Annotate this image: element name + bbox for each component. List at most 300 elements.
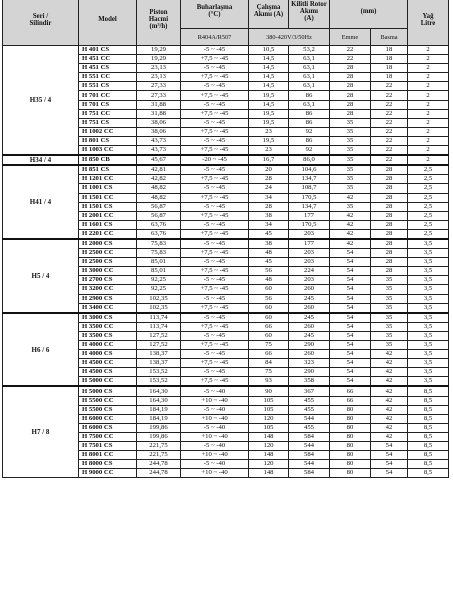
model-cell: H 2900 CS: [79, 294, 137, 303]
lock-cell: 170,5: [289, 220, 330, 229]
current-cell: 105: [249, 405, 289, 414]
volume-cell: 199,86: [137, 423, 181, 432]
suction-cell: 66: [330, 386, 371, 396]
suction-cell: 28: [330, 91, 371, 100]
discharge-cell: 35: [371, 276, 408, 285]
current-cell: 48: [249, 249, 289, 258]
lock-cell: 245: [289, 331, 330, 340]
suction-cell: 35: [330, 127, 371, 136]
lock-cell: 63,1: [289, 55, 330, 64]
suction-cell: 28: [330, 64, 371, 73]
volume-cell: 127,52: [137, 331, 181, 340]
lock-cell: 290: [289, 341, 330, 350]
oil-cell: 3,5: [408, 313, 449, 323]
volume-cell: 56,87: [137, 202, 181, 211]
volume-cell: 153,52: [137, 368, 181, 377]
model-cell: H 401 CS: [79, 46, 137, 55]
oil-cell: 8,5: [408, 423, 449, 432]
temp-cell: +10 ~ -40: [181, 396, 249, 405]
current-cell: 90: [249, 386, 289, 396]
model-cell: H 3400 CC: [79, 303, 137, 313]
discharge-cell: 42: [371, 377, 408, 387]
lock-cell: 177: [289, 211, 330, 220]
discharge-cell: 42: [371, 396, 408, 405]
oil-cell: 2: [408, 100, 449, 109]
temp-cell: -5 ~ -45: [181, 258, 249, 267]
lock-cell: 134,7: [289, 202, 330, 211]
temp-cell: +7,5 ~ -45: [181, 109, 249, 118]
suction-cell: 54: [330, 377, 371, 387]
lock-cell: 260: [289, 350, 330, 359]
current-cell: 28: [249, 202, 289, 211]
lock-cell: 63,1: [289, 64, 330, 73]
current-cell: 75: [249, 368, 289, 377]
suction-cell: 35: [330, 184, 371, 193]
suction-cell: 28: [330, 109, 371, 118]
suction-cell: 54: [330, 322, 371, 331]
suction-cell: 54: [330, 258, 371, 267]
lock-cell: 203: [289, 276, 330, 285]
lock-cell: 63,1: [289, 73, 330, 82]
discharge-cell: 35: [371, 322, 408, 331]
suction-cell: 54: [330, 331, 371, 340]
oil-cell: 3,5: [408, 276, 449, 285]
model-cell: H 1001 CS: [79, 184, 137, 193]
oil-cell: 3,5: [408, 294, 449, 303]
volume-cell: 92,25: [137, 276, 181, 285]
discharge-cell: 22: [371, 82, 408, 91]
lock-cell: 86: [289, 91, 330, 100]
current-cell: 16,7: [249, 155, 289, 165]
oil-cell: 3,5: [408, 285, 449, 294]
temp-cell: +7,5 ~ -45: [181, 229, 249, 239]
lock-cell: 260: [289, 322, 330, 331]
header-lock: Kilitli Rotor Akımı (A): [289, 0, 330, 29]
model-cell: H 7501 CS: [79, 442, 137, 451]
model-cell: H 5500 CS: [79, 405, 137, 414]
suction-cell: 28: [330, 82, 371, 91]
model-cell: H 3500 CC: [79, 322, 137, 331]
discharge-cell: 35: [371, 285, 408, 294]
temp-cell: +7,5 ~ -45: [181, 73, 249, 82]
current-cell: 120: [249, 460, 289, 469]
oil-cell: 3,5: [408, 303, 449, 313]
oil-cell: 2,5: [408, 165, 449, 175]
volume-cell: 138,37: [137, 350, 181, 359]
discharge-cell: 28: [371, 211, 408, 220]
temp-cell: -5 ~ -45: [181, 118, 249, 127]
oil-cell: 2,5: [408, 211, 449, 220]
series-cell: H41 / 4: [3, 165, 79, 239]
model-cell: H 451 CS: [79, 64, 137, 73]
suction-cell: 54: [330, 350, 371, 359]
model-cell: H 751 CS: [79, 118, 137, 127]
discharge-cell: 22: [371, 155, 408, 165]
discharge-cell: 22: [371, 109, 408, 118]
suction-cell: 54: [330, 313, 371, 323]
table-row: [3, 386, 449, 396]
volume-cell: 48,82: [137, 184, 181, 193]
oil-cell: 8,5: [408, 396, 449, 405]
current-cell: 120: [249, 414, 289, 423]
lock-cell: 177: [289, 239, 330, 249]
header-model: Model: [79, 0, 137, 46]
discharge-cell: 42: [371, 386, 408, 396]
volume-cell: 38,06: [137, 127, 181, 136]
volume-cell: 85,01: [137, 258, 181, 267]
current-cell: 105: [249, 423, 289, 432]
discharge-cell: 54: [371, 460, 408, 469]
lock-cell: 53,2: [289, 46, 330, 55]
oil-cell: 2: [408, 55, 449, 64]
oil-cell: 2,5: [408, 175, 449, 184]
series-cell: H7 / 8: [3, 386, 79, 477]
discharge-cell: 42: [371, 432, 408, 441]
volume-cell: 75,83: [137, 239, 181, 249]
oil-cell: 8,5: [408, 469, 449, 478]
temp-cell: -5 ~ -45: [181, 202, 249, 211]
suction-cell: 80: [330, 442, 371, 451]
current-cell: 14,5: [249, 82, 289, 91]
model-cell: H 551 CS: [79, 82, 137, 91]
volume-cell: 48,82: [137, 193, 181, 202]
suction-cell: 28: [330, 73, 371, 82]
lock-cell: 544: [289, 414, 330, 423]
compressor-spec-table: [2, 0, 449, 478]
discharge-cell: 22: [371, 136, 408, 145]
oil-cell: 2,5: [408, 184, 449, 193]
suction-cell: 42: [330, 193, 371, 202]
model-cell: H 701 CS: [79, 100, 137, 109]
current-cell: 34: [249, 193, 289, 202]
temp-cell: +7,5 ~ -45: [181, 146, 249, 156]
current-cell: 105: [249, 396, 289, 405]
oil-cell: 2: [408, 82, 449, 91]
current-cell: 60: [249, 331, 289, 340]
header-suction: Emme: [330, 29, 371, 46]
discharge-cell: 22: [371, 118, 408, 127]
lock-cell: 92: [289, 146, 330, 156]
suction-cell: 54: [330, 267, 371, 276]
suction-cell: 80: [330, 460, 371, 469]
oil-cell: 8,5: [408, 460, 449, 469]
suction-cell: 54: [330, 294, 371, 303]
current-cell: 120: [249, 442, 289, 451]
lock-cell: 203: [289, 249, 330, 258]
current-cell: 60: [249, 313, 289, 323]
model-cell: H 4500 CS: [79, 368, 137, 377]
lock-cell: 86: [289, 118, 330, 127]
current-cell: 23: [249, 146, 289, 156]
volume-cell: 85,01: [137, 267, 181, 276]
oil-cell: 2: [408, 118, 449, 127]
lock-cell: 86: [289, 136, 330, 145]
discharge-cell: 28: [371, 165, 408, 175]
current-cell: 66: [249, 322, 289, 331]
model-cell: H 2201 CC: [79, 229, 137, 239]
temp-cell: +7,5 ~ -45: [181, 341, 249, 350]
temp-cell: -5 ~ -40: [181, 405, 249, 414]
volume-cell: 45,67: [137, 155, 181, 165]
discharge-cell: 35: [371, 331, 408, 340]
temp-cell: -5 ~ -45: [181, 368, 249, 377]
current-cell: 48: [249, 276, 289, 285]
temp-cell: -5 ~ -40: [181, 442, 249, 451]
lock-cell: 63,1: [289, 100, 330, 109]
model-cell: H 1002 CC: [79, 127, 137, 136]
oil-cell: 3,5: [408, 322, 449, 331]
current-cell: 19,5: [249, 136, 289, 145]
model-cell: H 3200 CC: [79, 285, 137, 294]
suction-cell: 42: [330, 220, 371, 229]
temp-cell: +7,5 ~ -45: [181, 303, 249, 313]
temp-cell: +7,5 ~ -45: [181, 285, 249, 294]
temp-cell: +10 ~ -40: [181, 451, 249, 460]
table-row: [3, 165, 449, 175]
suction-cell: 80: [330, 469, 371, 478]
current-cell: 14,5: [249, 100, 289, 109]
model-cell: H 5000 CS: [79, 386, 137, 396]
volume-cell: 102,35: [137, 303, 181, 313]
model-cell: H 2000 CS: [79, 239, 137, 249]
series-cell: H5 / 4: [3, 239, 79, 313]
oil-cell: 2,5: [408, 229, 449, 239]
lock-cell: 203: [289, 258, 330, 267]
volume-cell: 23,13: [137, 64, 181, 73]
suction-cell: 42: [330, 239, 371, 249]
discharge-cell: 42: [371, 423, 408, 432]
oil-cell: 2: [408, 127, 449, 136]
current-cell: 56: [249, 294, 289, 303]
current-cell: 93: [249, 377, 289, 387]
suction-cell: 54: [330, 303, 371, 313]
suction-cell: 80: [330, 423, 371, 432]
model-cell: H 1601 CS: [79, 220, 137, 229]
lock-cell: 224: [289, 267, 330, 276]
oil-cell: 2: [408, 155, 449, 165]
model-cell: H 850 CB: [79, 155, 137, 165]
oil-cell: 8,5: [408, 451, 449, 460]
oil-cell: 2: [408, 73, 449, 82]
oil-cell: 2: [408, 146, 449, 156]
discharge-cell: 28: [371, 184, 408, 193]
suction-cell: 54: [330, 276, 371, 285]
discharge-cell: 28: [371, 239, 408, 249]
suction-cell: 35: [330, 155, 371, 165]
volume-cell: 184,19: [137, 414, 181, 423]
temp-cell: -5 ~ -45: [181, 239, 249, 249]
volume-cell: 153,52: [137, 377, 181, 387]
temp-cell: -5 ~ -45: [181, 100, 249, 109]
oil-cell: 2,5: [408, 220, 449, 229]
volume-cell: 164,30: [137, 396, 181, 405]
temp-cell: +7,5 ~ -45: [181, 211, 249, 220]
header-discharge: Basma: [371, 29, 408, 46]
oil-cell: 8,5: [408, 386, 449, 396]
oil-cell: 3,5: [408, 267, 449, 276]
lock-cell: 245: [289, 294, 330, 303]
temp-cell: +7,5 ~ -45: [181, 267, 249, 276]
lock-cell: 92: [289, 127, 330, 136]
discharge-cell: 22: [371, 146, 408, 156]
suction-cell: 54: [330, 359, 371, 368]
lock-cell: 108,7: [289, 184, 330, 193]
volume-cell: 221,75: [137, 442, 181, 451]
series-cell: H6 / 6: [3, 313, 79, 387]
model-cell: H 9000 CC: [79, 469, 137, 478]
oil-cell: 2: [408, 64, 449, 73]
volume-cell: 164,30: [137, 386, 181, 396]
discharge-cell: 35: [371, 303, 408, 313]
temp-cell: +7,5 ~ -45: [181, 359, 249, 368]
suction-cell: 22: [330, 55, 371, 64]
model-cell: H 4500 CC: [79, 359, 137, 368]
temp-cell: -5 ~ -45: [181, 276, 249, 285]
temp-cell: -5 ~ -45: [181, 350, 249, 359]
current-cell: 84: [249, 359, 289, 368]
temp-cell: +7,5 ~ -45: [181, 175, 249, 184]
volume-cell: 102,35: [137, 294, 181, 303]
temp-cell: +7,5 ~ -45: [181, 249, 249, 258]
temp-cell: -5 ~ -45: [181, 184, 249, 193]
volume-cell: 92,25: [137, 285, 181, 294]
temp-cell: +7,5 ~ -45: [181, 377, 249, 387]
discharge-cell: 28: [371, 267, 408, 276]
oil-cell: 2: [408, 46, 449, 55]
lock-cell: 104,6: [289, 165, 330, 175]
current-cell: 14,5: [249, 64, 289, 73]
volume-cell: 75,83: [137, 249, 181, 258]
oil-cell: 3,5: [408, 341, 449, 350]
current-cell: 24: [249, 184, 289, 193]
suction-cell: 35: [330, 165, 371, 175]
current-cell: 19,5: [249, 109, 289, 118]
oil-cell: 3,5: [408, 239, 449, 249]
current-cell: 45: [249, 229, 289, 239]
oil-cell: 2: [408, 109, 449, 118]
volume-cell: 31,88: [137, 100, 181, 109]
discharge-cell: 35: [371, 341, 408, 350]
volume-cell: 63,76: [137, 229, 181, 239]
discharge-cell: 54: [371, 469, 408, 478]
discharge-cell: 18: [371, 46, 408, 55]
suction-cell: 35: [330, 146, 371, 156]
header-temp: Buharlaşma (°C): [181, 0, 249, 29]
oil-cell: 2,5: [408, 202, 449, 211]
model-cell: H 8001 CC: [79, 451, 137, 460]
temp-cell: +10 ~ -40: [181, 469, 249, 478]
oil-cell: 3,5: [408, 258, 449, 267]
volume-cell: 56,87: [137, 211, 181, 220]
volume-cell: 113,74: [137, 313, 181, 323]
temp-cell: -5 ~ -45: [181, 313, 249, 323]
temp-cell: +10 ~ -40: [181, 432, 249, 441]
series-cell: H34 / 4: [3, 155, 79, 165]
discharge-cell: 22: [371, 91, 408, 100]
volume-cell: 138,37: [137, 359, 181, 368]
temp-cell: +7,5 ~ -45: [181, 193, 249, 202]
volume-cell: 63,76: [137, 220, 181, 229]
lock-cell: 584: [289, 451, 330, 460]
lock-cell: 358: [289, 377, 330, 387]
volume-cell: 27,33: [137, 91, 181, 100]
model-cell: H 2001 CC: [79, 211, 137, 220]
temp-cell: +7,5 ~ -45: [181, 55, 249, 64]
lock-cell: 455: [289, 396, 330, 405]
volume-cell: 19,29: [137, 55, 181, 64]
discharge-cell: 28: [371, 175, 408, 184]
oil-cell: 8,5: [408, 405, 449, 414]
model-cell: H 1501 CS: [79, 202, 137, 211]
temp-cell: +7,5 ~ -45: [181, 91, 249, 100]
lock-cell: 290: [289, 368, 330, 377]
volume-cell: 127,52: [137, 341, 181, 350]
suction-cell: 35: [330, 202, 371, 211]
volume-cell: 43,73: [137, 146, 181, 156]
discharge-cell: 28: [371, 193, 408, 202]
oil-cell: 8,5: [408, 432, 449, 441]
volume-cell: 113,74: [137, 322, 181, 331]
temp-cell: -5 ~ -45: [181, 136, 249, 145]
volume-cell: 42,81: [137, 165, 181, 175]
model-cell: H 2500 CC: [79, 249, 137, 258]
temp-cell: +7,5 ~ -45: [181, 127, 249, 136]
series-cell: H35 / 4: [3, 46, 79, 156]
model-cell: H 551 CC: [79, 73, 137, 82]
lock-cell: 584: [289, 432, 330, 441]
volume-cell: 31,88: [137, 109, 181, 118]
lock-cell: 63,1: [289, 82, 330, 91]
suction-cell: 35: [330, 175, 371, 184]
suction-cell: 80: [330, 451, 371, 460]
lock-cell: 134,7: [289, 175, 330, 184]
discharge-cell: 22: [371, 100, 408, 109]
current-cell: 148: [249, 469, 289, 478]
model-cell: H 751 CC: [79, 109, 137, 118]
model-cell: H 2500 CS: [79, 258, 137, 267]
temp-cell: -20 ~ -45: [181, 155, 249, 165]
header-refrigerant: R404A/R507: [181, 29, 249, 46]
temp-cell: -5 ~ -40: [181, 460, 249, 469]
temp-cell: -5 ~ -40: [181, 386, 249, 396]
discharge-cell: 18: [371, 55, 408, 64]
header-conn: (mm): [330, 0, 408, 29]
table-row: [3, 46, 449, 55]
volume-cell: 244,78: [137, 460, 181, 469]
temp-cell: -5 ~ -45: [181, 64, 249, 73]
model-cell: H 451 CC: [79, 55, 137, 64]
lock-cell: 260: [289, 303, 330, 313]
current-cell: 14,5: [249, 55, 289, 64]
oil-cell: 2: [408, 136, 449, 145]
oil-cell: 2: [408, 91, 449, 100]
model-cell: H 6000 CS: [79, 423, 137, 432]
current-cell: 75: [249, 341, 289, 350]
current-cell: 19,5: [249, 91, 289, 100]
suction-cell: 54: [330, 285, 371, 294]
temp-cell: -5 ~ -45: [181, 220, 249, 229]
lock-cell: 544: [289, 442, 330, 451]
discharge-cell: 54: [371, 451, 408, 460]
discharge-cell: 42: [371, 405, 408, 414]
oil-cell: 8,5: [408, 414, 449, 423]
discharge-cell: 42: [371, 368, 408, 377]
discharge-cell: 35: [371, 294, 408, 303]
lock-cell: 455: [289, 423, 330, 432]
current-cell: 38: [249, 211, 289, 220]
suction-cell: 22: [330, 46, 371, 55]
temp-cell: +10 ~ -40: [181, 414, 249, 423]
